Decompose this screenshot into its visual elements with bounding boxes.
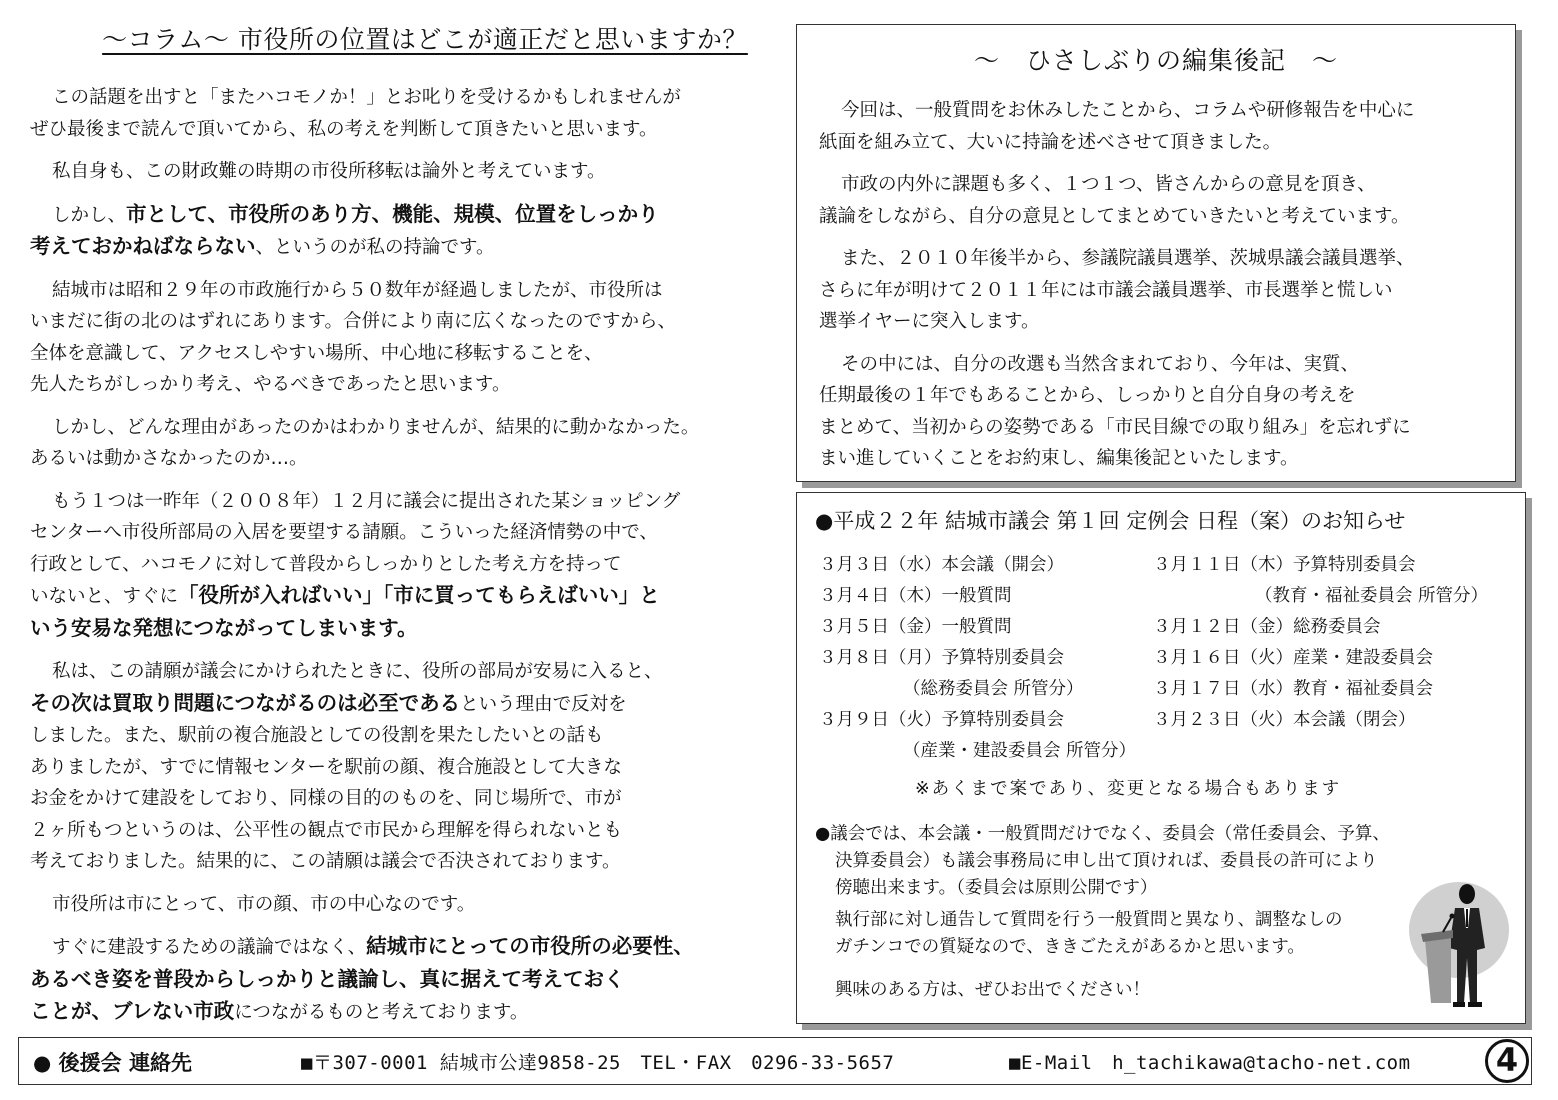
text-line: しかし、どんな理由があったのかはわかりませんが、結果的に動かなかった。 — [52, 416, 700, 438]
column-paragraph-8 — [30, 889, 790, 921]
schedule-item: ３月２３日（火）本会議（閉会） — [1153, 710, 1416, 730]
emphasis-text: 考えておかねばならない — [30, 234, 256, 258]
emphasis-text: ことが、ブレない市政 — [30, 999, 235, 1023]
schedule-item: ３月９日（火）予算特別委員会 — [819, 710, 1064, 730]
text-line: いまだに街の北のはずれにあります。合併により南に広くなったのですから、 — [30, 311, 677, 332]
text-span: いないと、すぐに — [30, 586, 179, 607]
text-line — [30, 580, 790, 613]
text-line — [52, 199, 790, 232]
column-article — [30, 20, 790, 1040]
text-line: 今回は、一般質問をお休みしたことから、コラムや研修報告を中心に — [841, 100, 1415, 121]
text-line: 行政として、ハコモノに対して普段からしっかりとした考え方を持って — [30, 553, 622, 575]
schedule-item: ３月１２日（金）総務委員会 — [1153, 617, 1381, 637]
text-line: まい進していくことをお約束し、編集後記といたします。 — [819, 448, 1299, 469]
text-line: 考えておりました。結果的に、この請願は議会で否決されております。 — [30, 851, 621, 872]
schedule-item: ３月５日（金）一般質問 — [819, 617, 1012, 637]
text-line — [52, 931, 790, 964]
text-line: 興味のある方は、ぜひお出でください！ — [835, 980, 1150, 1000]
text-line: その中には、自分の改選も当然含まれており、今年は、実質、 — [841, 353, 1360, 375]
schedule-note: ※あくまで案であり、変更となる場合もあります — [915, 779, 1342, 799]
text-line — [30, 231, 790, 264]
editor-paragraph-1 — [819, 95, 1515, 158]
info-paragraph-1 — [815, 821, 1390, 902]
text-line: ２ヶ所もつというのは、公平性の観点で市民から理解を得られないとも — [30, 819, 623, 841]
emphasis-text: いう安易な発想につながってしまいます。 — [30, 615, 418, 640]
text-line: さらに年が明けて２０１１年には市議会議員選挙、市長選挙と慌しい — [819, 279, 1393, 301]
speaker-at-podium-icon — [1407, 878, 1517, 1013]
schedule-item-note: （教育・福祉委員会 所管分） — [1255, 586, 1489, 606]
text-line: 任期最後の１年でもあることから、しっかりと自分自身の考えを — [819, 385, 1356, 406]
text-span: という理由で反対を — [460, 693, 627, 715]
text-line: あるいは動かさなかったのか…。 — [30, 448, 308, 469]
text-line: この話題を出すと「またハコモノか！」とお叱りを受けるかもしれませんが — [52, 87, 681, 108]
editor-paragraph-4 — [819, 349, 1515, 475]
text-line: もう１つは一昨年（２００８年）１２月に議会に提出された某ショッピング — [52, 490, 681, 512]
text-line: 私自身も、この財政難の時期の市役所移転は論外と考えています。 — [52, 161, 606, 182]
text-line: お金をかけて建設をしており、同様の目的のものを、同じ場所で、市が — [30, 788, 622, 809]
column-paragraph-5 — [30, 412, 790, 475]
schedule-item: ３月４日（木）一般質問 — [819, 586, 1012, 606]
footer-email[interactable]: ■E-Mail h_tachikawa@tacho-net.com — [1009, 1052, 1411, 1074]
column-paragraph-7 — [30, 656, 790, 878]
column-paragraph-1 — [30, 82, 790, 145]
text-span: しかし、 — [52, 204, 127, 226]
text-span: 、というのが私の持論です。 — [255, 237, 495, 258]
editor-paragraph-3 — [819, 243, 1515, 338]
text-line: 私は、この請願が議会にかけられたときに、役所の部局が安易に入ると、 — [52, 661, 663, 682]
editor-paragraph-2 — [819, 169, 1515, 232]
emphasis-text: 市として、市役所のあり方、機能、規模、位置をしっかり — [126, 201, 659, 226]
text-line: 執行部に対し通告して質問を行う一般質問と異なり、調整なしの — [835, 910, 1343, 930]
schedule-item-note: （産業・建設委員会 所管分） — [903, 741, 1137, 761]
schedule-item-note: （総務委員会 所管分） — [903, 679, 1084, 699]
column-paragraph-9 — [30, 931, 790, 1029]
emphasis-text: あるべき姿を普段からしっかりと議論し、真に据えて考えておく — [30, 966, 625, 991]
schedule-title: ●平成２２年 結城市議会 第１回 定例会 日程（案）のお知らせ — [815, 509, 1406, 533]
column-title: ～コラム～ 市役所の位置はどこが適正だと思いますか？ — [102, 25, 748, 54]
text-line: ガチンコでの質疑なので、ききごたえがあるかと思います。 — [835, 937, 1305, 957]
text-line: 市政の内外に課題も多く、１つ１つ、皆さんからの意見を頂き、 — [841, 174, 1376, 195]
text-line: 決算委員会）も議会事務局に申し出て頂ければ、委員長の許可により — [835, 851, 1378, 871]
text-line — [30, 688, 790, 721]
info-paragraph-3 — [835, 977, 1150, 1004]
emphasis-text: 結城市にとっての市役所の必要性、 — [366, 934, 694, 958]
emphasis-text: 「役所が入ればいい」「市に買ってもらえばいい」と — [178, 583, 660, 607]
text-line: 議論をしながら、自分の意見としてまとめていきたいと考えています。 — [819, 205, 1410, 227]
text-line: 市役所は市にとって、市の顔、市の中心なのです。 — [52, 893, 476, 915]
text-line — [30, 613, 790, 646]
text-line: センターへ市役所部局の入居を要望する請願。こういった経済情勢の中で、 — [30, 522, 658, 543]
schedule-box — [796, 492, 1526, 1024]
schedule-item: ３月８日（月）予算特別委員会 — [819, 648, 1064, 668]
footer-address: ■〒307-0001 結城市公達9858-25 TEL・FAX 0296-33-5657 — [301, 1052, 895, 1074]
emphasis-text: その次は買取り問題につながるのは必至である — [30, 690, 461, 715]
schedule-item: ３月１６日（火）産業・建設委員会 — [1153, 648, 1433, 668]
column-paragraph-2 — [30, 156, 790, 188]
text-line: 選挙イヤーに突入します。 — [819, 311, 1040, 332]
editor-postscript-box — [796, 24, 1516, 482]
text-line: 紙面を組み立て、大いに持論を述べさせて頂きました。 — [819, 131, 1282, 153]
text-line: 全体を意識して、アクセスしやすい場所、中心地に移転することを、 — [30, 342, 603, 364]
page-number: 4 — [1485, 1039, 1529, 1083]
text-line: しました。また、駅前の複合施設としての役割を果たしたいとの話も — [30, 725, 604, 746]
text-line: また、２０１０年後半から、参議院議員選挙、茨城県議会議員選挙、 — [841, 248, 1415, 269]
footer-contact — [18, 1037, 1532, 1085]
text-line: ありましたが、すでに情報センターを駅前の顔、複合施設として大きな — [30, 756, 622, 778]
text-line: ●議会では、本会議・一般質問だけでなく、委員会（常任委員会、予算、 — [815, 824, 1390, 844]
text-line: まとめて、当初からの姿勢である「市民目線での取り組み」を忘れずに — [819, 416, 1411, 438]
schedule-item: ３月１７日（水）教育・福祉委員会 — [1153, 679, 1433, 699]
schedule-item: ３月１１日（木）予算特別委員会 — [1153, 555, 1416, 575]
info-paragraph-2 — [835, 907, 1343, 961]
schedule-item: ３月３日（水）本会議（開会） — [819, 555, 1064, 575]
column-paragraph-4 — [30, 275, 790, 401]
text-span: すぐに建設するための議論ではなく、 — [52, 937, 367, 958]
text-line: 結城市は昭和２９年の市政施行から５０数年が経過しましたが、市役所は — [52, 279, 663, 301]
text-line: 先人たちがしっかり考え、やるべきであったと思います。 — [30, 374, 511, 395]
footer-label: ● 後援会 連絡先 — [33, 1051, 192, 1075]
editor-postscript-title: ～ ひさしぶりの編集後記 ～ — [973, 46, 1338, 75]
column-paragraph-3 — [30, 199, 790, 264]
column-paragraph-6 — [30, 486, 790, 646]
text-span: につながるものと考えております。 — [234, 1002, 529, 1023]
text-line — [30, 964, 790, 997]
text-line: ぜひ最後まで読んで頂いてから、私の考えを判断して頂きたいと思います。 — [30, 118, 658, 140]
text-line — [30, 996, 790, 1029]
text-line: 傍聴出来ます。（委員会は原則公開です） — [835, 878, 1158, 898]
